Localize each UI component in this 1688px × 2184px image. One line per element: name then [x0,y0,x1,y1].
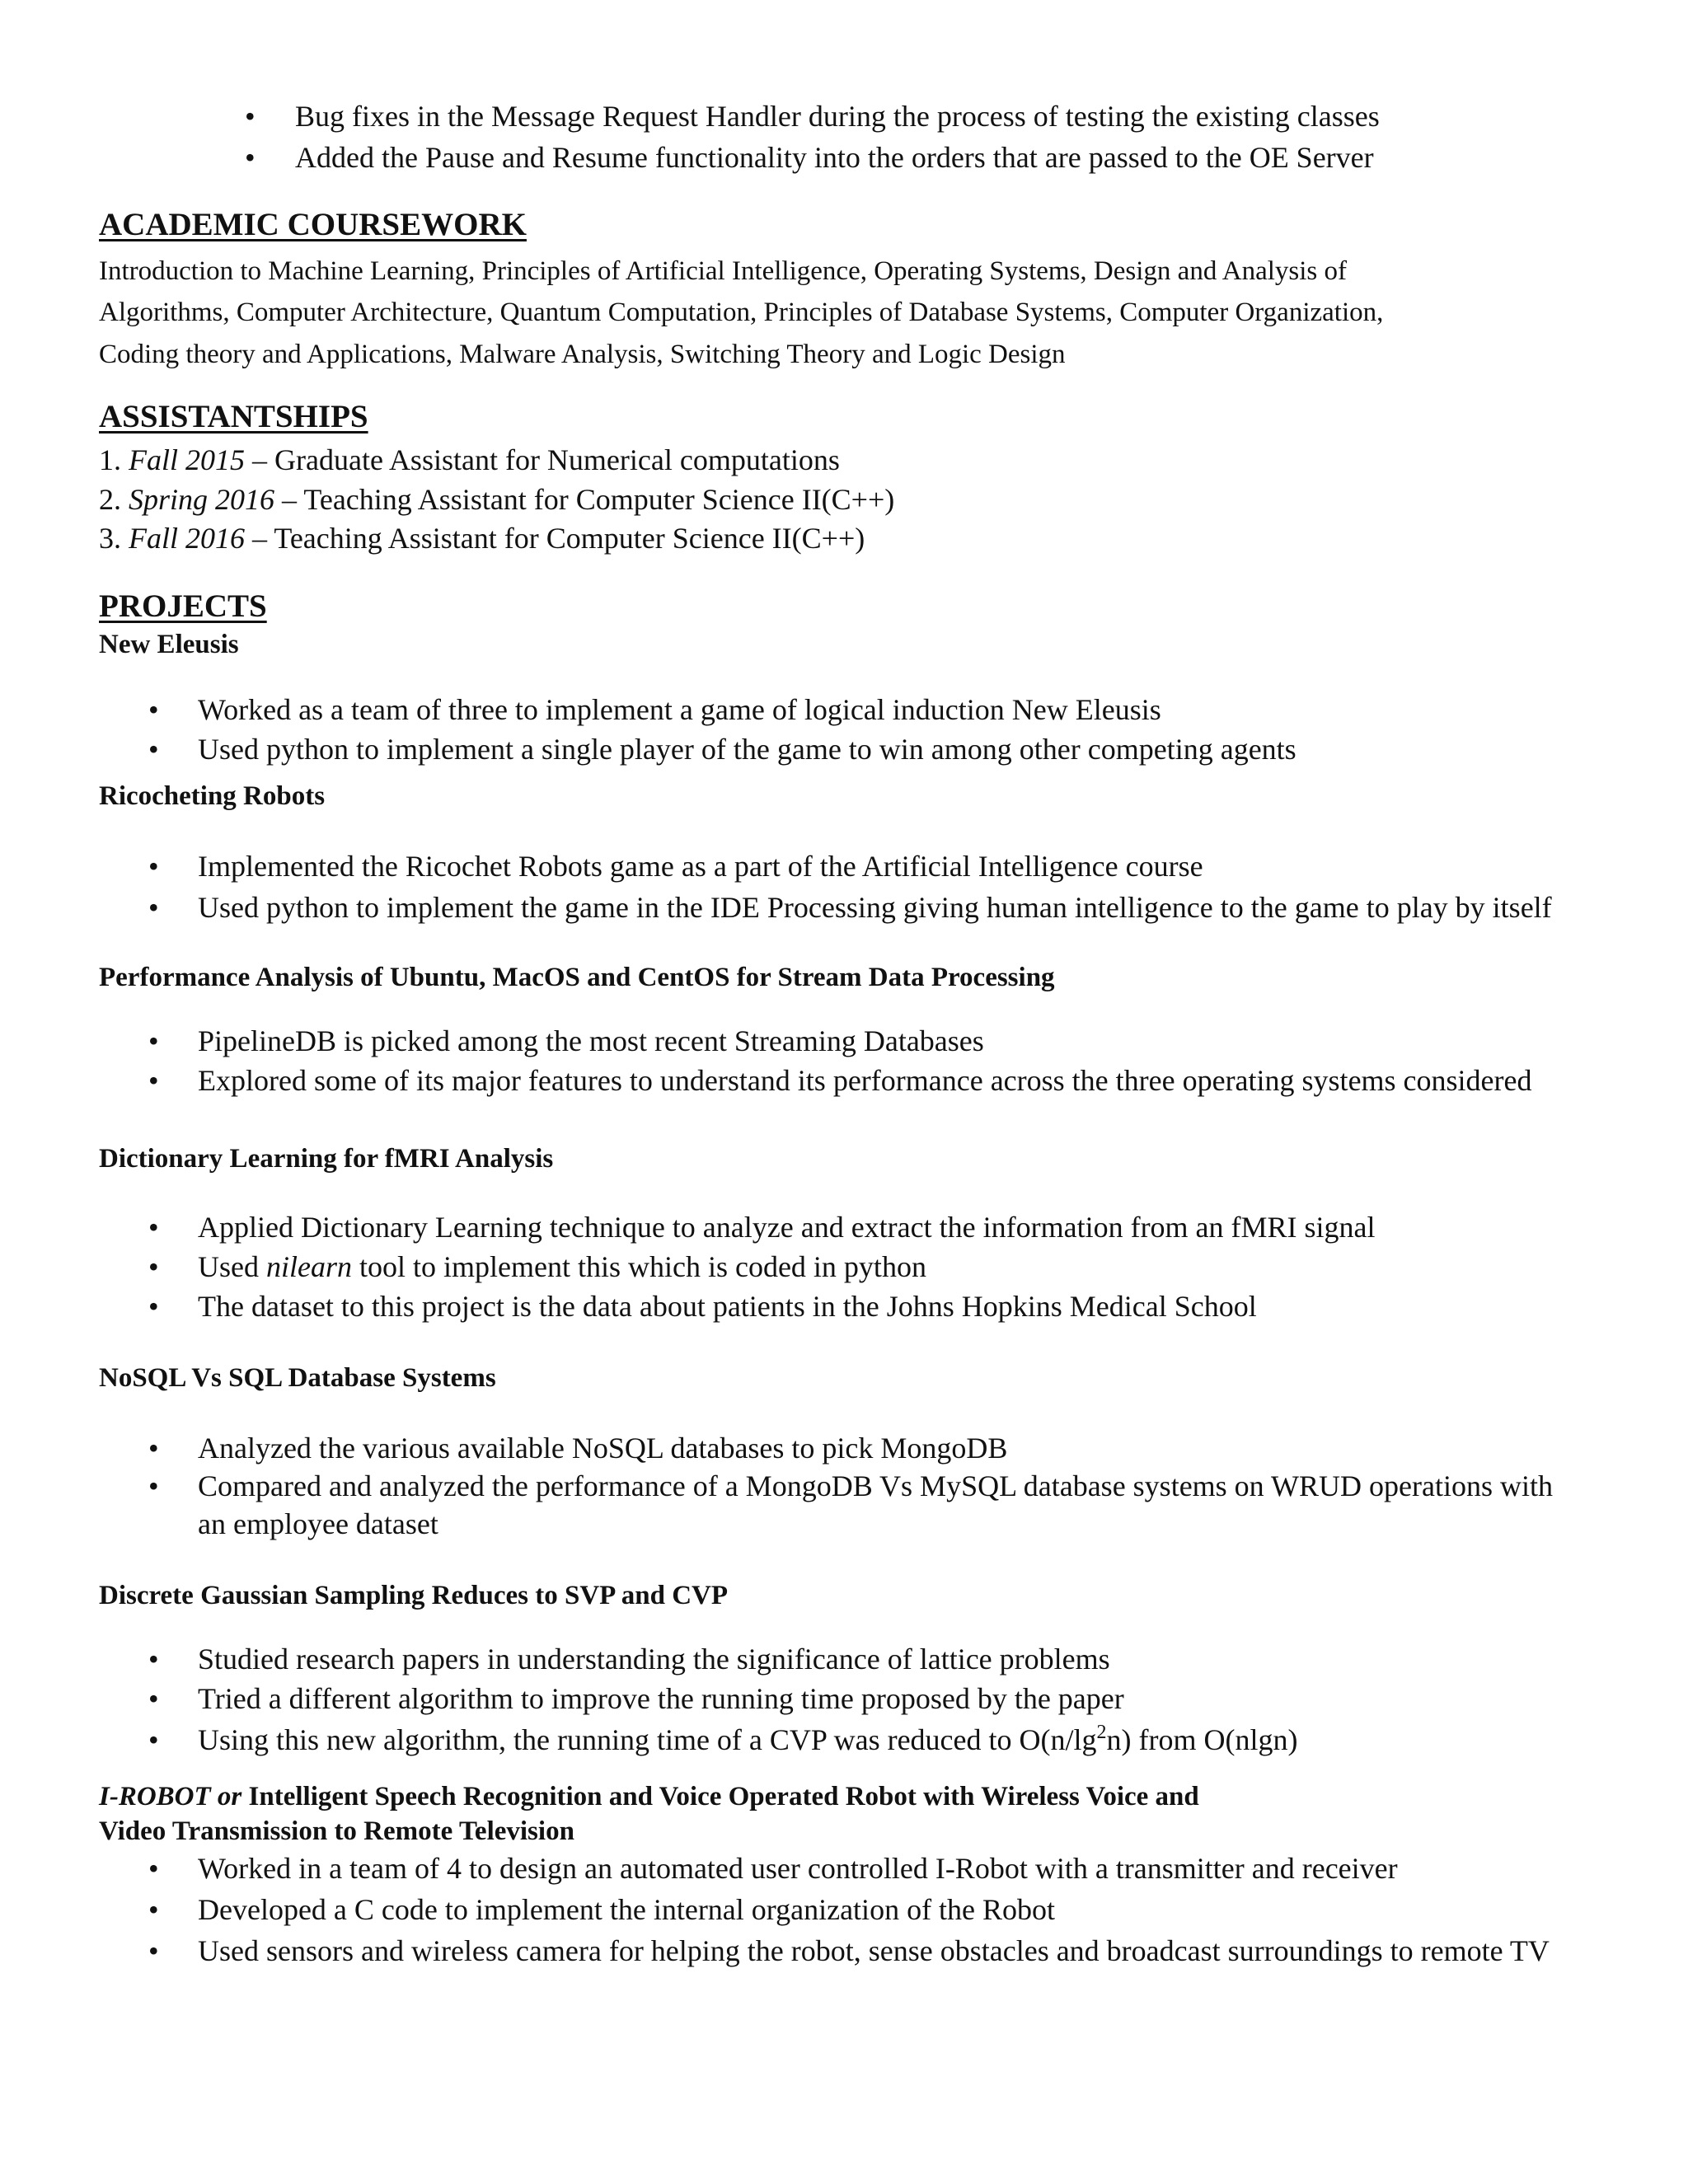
project-title: Dictionary Learning for fMRI Analysis [99,1144,554,1174]
project-title: Ricocheting Robots [99,781,326,811]
bullet-icon: • [148,1934,159,1967]
bullet-text: PipelineDB is picked among the most recent Streaming Databases [198,1024,984,1057]
assistantship-text: – Teaching Assistant for Computer Science II(C++) [245,522,865,555]
bullet-text: Studied research papers in understanding the significance of lattice problems [198,1643,1110,1675]
bullet-text: Worked in a team of 4 to design an automated user controlled I-Robot with a transmitter and receiver [198,1852,1398,1885]
bullet-icon: • [148,1290,159,1323]
bullet-icon: • [148,1469,159,1502]
bullet-text: Used sensors and wireless camera for helping the robot, sense obstacles and broadcast surroundings to remote TV [198,1934,1550,1967]
project-title: Performance Analysis of Ubuntu, MacOS and CentOS for Stream Data Processing [99,963,1055,992]
bullet-icon: • [148,1250,159,1283]
coursework-line: Introduction to Machine Learning, Principles of Artificial Intelligence, Operating Systems, Design and Analysis of [99,256,1347,286]
bullet-text: Developed a C code to implement the internal organization of the Robot [198,1893,1056,1926]
item-number: 3. [99,522,121,555]
bullet-text: Bug fixes in the Message Request Handler during the process of testing the existing classes [295,100,1380,133]
item-number: 2. [99,483,121,516]
tool-name: nilearn [266,1250,352,1283]
coursework-line: Algorithms, Computer Architecture, Quantum Computation, Principles of Database Systems, Computer Organization, [99,298,1384,327]
project-title: Discrete Gaussian Sampling Reduces to SVP and CVP [99,1581,729,1610]
project-title: New Eleusis [99,630,239,659]
bullet-icon: • [148,1211,159,1244]
assistantship-text: – Graduate Assistant for Numerical computations [245,443,840,476]
bullet-text: Compared and analyzed the performance of a MongoDB Vs MySQL database systems on WRUD operations with [198,1469,1553,1502]
term: Fall 2016 [129,522,245,555]
project-title-continued: Video Transmission to Remote Television [99,1816,574,1846]
term: Fall 2015 [129,443,245,476]
assistantship-item [99,480,894,518]
bullet-icon: • [148,1024,159,1057]
bullet-icon: • [148,1893,159,1926]
bullet-text-continued: an employee dataset [198,1507,438,1540]
bullet-icon: • [148,1852,159,1885]
bullet-text: Analyzed the various available NoSQL databases to pick MongoDB [198,1432,1008,1465]
bullet-icon: • [148,733,159,766]
superscript: 2 [1096,1722,1107,1743]
text-segment: n) from O(nlgn) [1106,1723,1298,1756]
project-title: NoSQL Vs SQL Database Systems [99,1363,496,1393]
bullet-text: Explored some of its major features to understand its performance across the three operating systems considered [198,1064,1532,1097]
bullet-text: Added the Pause and Resume functionality into the orders that are passed to the OE Server [295,141,1374,174]
bullet-text: Tried a different algorithm to improve the running time proposed by the paper [198,1682,1124,1715]
bullet-icon: • [148,1643,159,1675]
bullet-text: Implemented the Ricochet Robots game as a part of the Artificial Intelligence course [198,850,1203,883]
bullet-icon: • [148,693,159,726]
text-segment: Using this new algorithm, the running time of a CVP was reduced to O(n/lg [198,1723,1097,1756]
coursework-heading: ACADEMIC COURSEWORK [99,207,527,242]
text-segment: Used [198,1250,266,1283]
bullet-text: The dataset to this project is the data about patients in the Johns Hopkins Medical School [198,1290,1257,1323]
bullet-icon: • [148,1682,159,1715]
bullet-text [198,1721,1297,1759]
title-rest: Intelligent Speech Recognition and Voice Operated Robot with Wireless Voice and [241,1782,1199,1811]
term: Spring 2016 [129,483,275,516]
bullet-icon: • [148,850,159,883]
bullet-icon: • [148,1723,159,1756]
bullet-icon: • [148,1064,159,1097]
bullet-icon: • [245,100,256,133]
assistantship-item [99,519,865,557]
bullet-text [198,1248,926,1286]
assistantships-heading: ASSISTANTSHIPS [99,399,368,434]
assistantship-item [99,441,840,479]
item-number: 1. [99,443,121,476]
projects-heading: PROJECTS [99,588,267,624]
bullet-icon: • [148,1432,159,1465]
bullet-text: Applied Dictionary Learning technique to analyze and extract the information from an fMRI signal [198,1211,1376,1244]
assistantship-text: – Teaching Assistant for Computer Science II(C++) [274,483,895,516]
bullet-icon: • [148,891,159,924]
bullet-text: Used python to implement the game in the IDE Processing giving human intelligence to the game to play by itself [198,891,1552,924]
bullet-text: Worked as a team of three to implement a game of logical induction New Eleusis [198,693,1161,726]
coursework-line: Coding theory and Applications, Malware Analysis, Switching Theory and Logic Design [99,340,1066,369]
project-title [99,1779,1199,1815]
bullet-text: Used python to implement a single player of the game to win among other competing agents [198,733,1296,766]
bullet-icon: • [245,141,256,174]
title-italic: I-ROBOT or [99,1782,242,1811]
text-segment: tool to implement this which is coded in python [352,1250,926,1283]
